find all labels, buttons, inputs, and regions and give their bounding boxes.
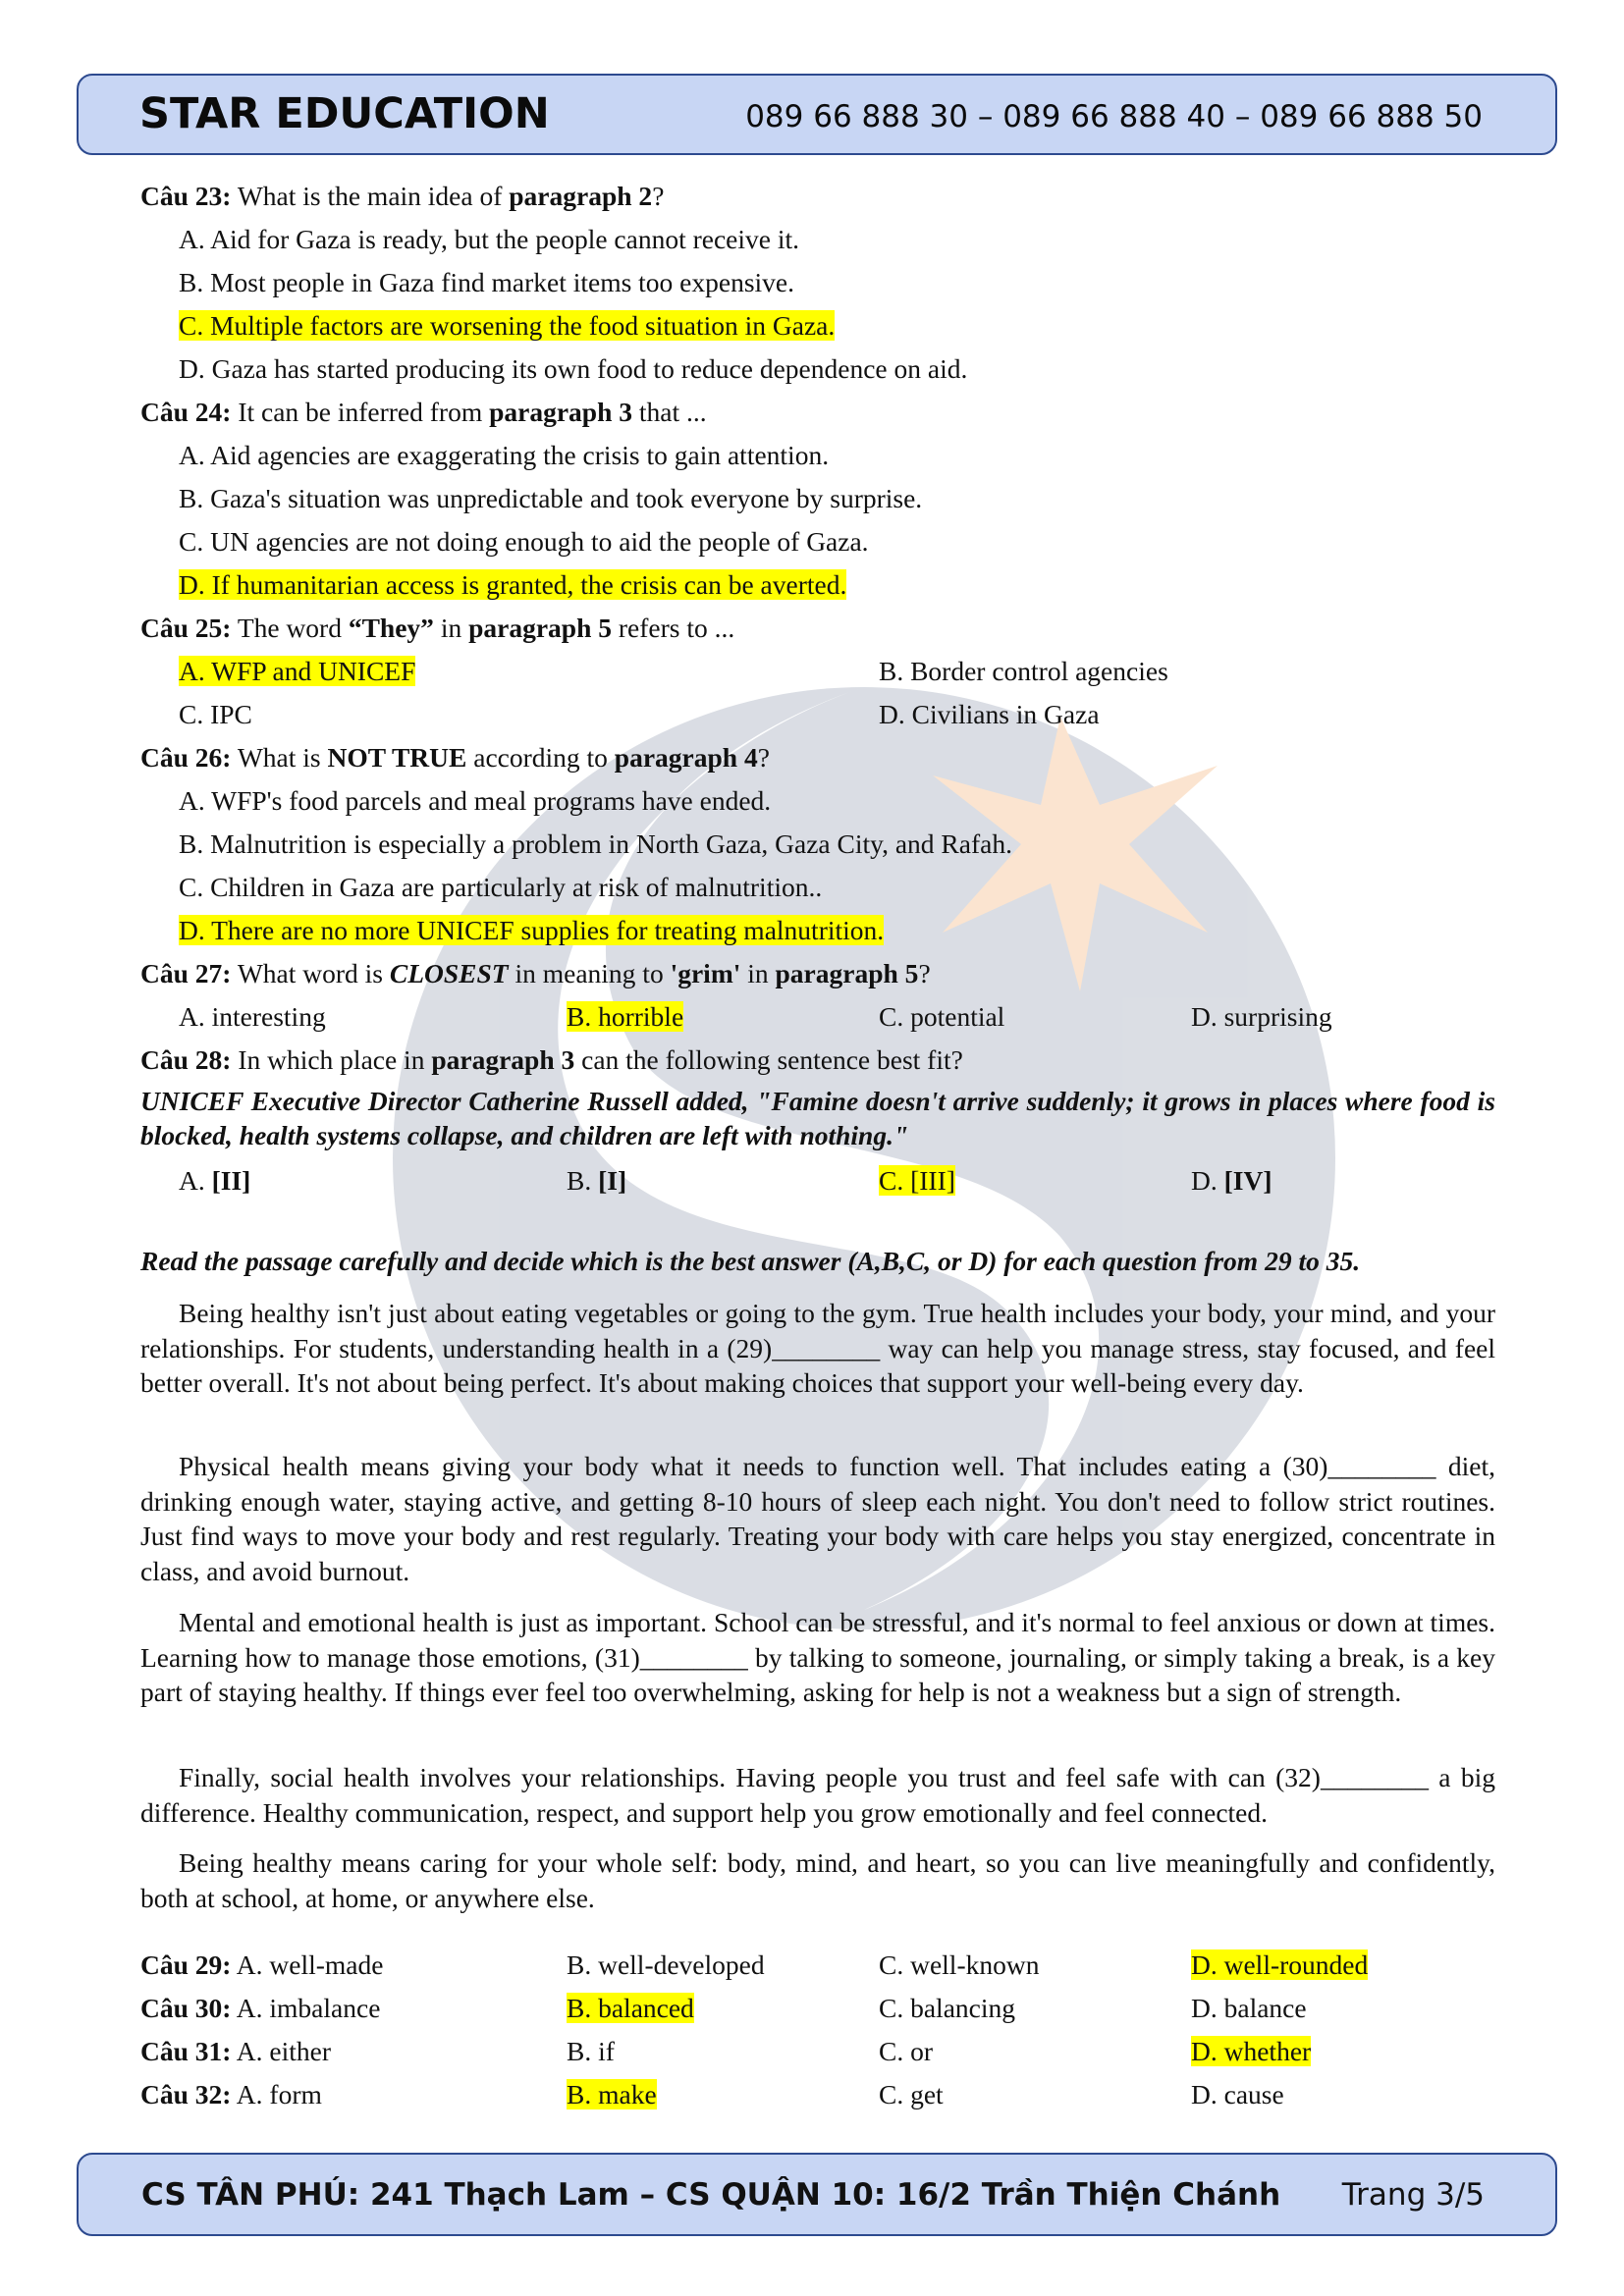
q32-option-b[interactable]: B. make (567, 2079, 657, 2109)
q32-option-a[interactable]: A. form (231, 2079, 322, 2109)
question-30: Câu 30: A. imbalance (140, 1993, 381, 2023)
q23-option-a[interactable]: A. Aid for Gaza is ready, but the people cannot receive it. (179, 224, 800, 254)
q25-option-b[interactable]: B. Border control agencies (879, 656, 1168, 686)
q26-option-c[interactable]: C. Children in Gaza are particularly at risk of malnutrition.. (179, 872, 823, 902)
passage-paragraph-3: Mental and emotional health is just as important. School can be stressful, and it's normal to feel anxious or down at times. Learning how to manage those emotions, (31)________ by talking to someone, journaling, or simply taking a break, is a key part of staying healthy. If things ever feel too overwhelming, asking for help is not a weakness but a sign of strength. (140, 1607, 1495, 1707)
page-number: Trang 3/5 (1341, 2177, 1485, 2213)
q26-option-a[interactable]: A. WFP's food parcels and meal programs have ended. (179, 785, 772, 816)
q23-option-b[interactable]: B. Most people in Gaza find market items too expensive. (179, 267, 795, 297)
phone-numbers: 089 66 888 30 – 089 66 888 40 – 089 66 888 50 (745, 99, 1483, 134)
q28-quote: UNICEF Executive Director Catherine Russell added, "Famine doesn't arrive suddenly; it grows in places where food is blocked, health systems collapse, and children are left with nothing." (140, 1086, 1495, 1150)
q27-option-d[interactable]: D. surprising (1191, 1001, 1332, 1032)
q30-option-c[interactable]: C. balancing (879, 1993, 1015, 2023)
q23-option-c[interactable]: C. Multiple factors are worsening the food situation in Gaza. (179, 310, 836, 341)
q29-option-b[interactable]: B. well-developed (567, 1949, 765, 1980)
q24-option-c[interactable]: C. UN agencies are not doing enough to aid the people of Gaza. (179, 526, 869, 557)
q29-option-c[interactable]: C. well-known (879, 1949, 1040, 1980)
question-28: Câu 28: In which place in paragraph 3 can the following sentence best fit? (140, 1044, 963, 1075)
q25-option-a[interactable]: A. WFP and UNICEF (179, 656, 416, 686)
passage-paragraph-1: Being healthy isn't just about eating vegetables or going to the gym. True health includes your body, your mind, and your relationships. For students, understanding health in a (29)________ way can help you manage stress, stay focused, and feel better overall. It's not about being perfect. It's about making choices that support your well-being every day. (140, 1298, 1495, 1398)
passage-paragraph-2: Physical health means giving your body what it needs to function well. That includes eating a (30)________ diet, drinking enough water, staying active, and getting 8-10 hours of sleep each night. You don't need to follow strict routines. Just find ways to move your body and rest regularly. Treating your body with care helps you stay energized, concentrate in class, and avoid burnout. (140, 1451, 1495, 1586)
question-26: Câu 26: What is NOT TRUE according to paragraph 4? (140, 742, 770, 773)
footer-banner (77, 2153, 1557, 2236)
q28-option-a[interactable]: A. [II] (179, 1165, 251, 1196)
passage-instructions: Read the passage carefully and decide which is the best answer (A,B,C, or D) for each question from 29 to 35. (140, 1246, 1361, 1276)
q30-option-a[interactable]: A. imbalance (231, 1993, 381, 2023)
q31-option-c[interactable]: C. or (879, 2036, 933, 2066)
q28-option-d[interactable]: D. [IV] (1191, 1165, 1272, 1196)
q28-option-b[interactable]: B. [I] (567, 1165, 627, 1196)
q24-option-a[interactable]: A. Aid agencies are exaggerating the crisis to gain attention. (179, 440, 830, 470)
q31-option-d[interactable]: D. whether (1191, 2036, 1312, 2066)
q29-option-a[interactable]: A. well-made (231, 1949, 384, 1980)
q32-option-d[interactable]: D. cause (1191, 2079, 1284, 2109)
passage-paragraph-4: Finally, social health involves your relationships. Having people you trust and feel safe with can (32)________ a big difference. Healthy communication, respect, and support help you grow emotionally and feel connected. (140, 1762, 1495, 1828)
q27-option-b[interactable]: B. horrible (567, 1001, 684, 1032)
q26-option-b[interactable]: B. Malnutrition is especially a problem in North Gaza, Gaza City, and Rafah. (179, 828, 1012, 859)
question-24: Câu 24: It can be inferred from paragraph 3 that ... (140, 397, 707, 427)
brand-name: STAR EDUCATION (139, 89, 550, 138)
q24-option-b[interactable]: B. Gaza's situation was unpredictable and took everyone by surprise. (179, 483, 923, 513)
question-23: Câu 23: What is the main idea of paragraph 2? (140, 181, 665, 211)
q27-option-a[interactable]: A. interesting (179, 1001, 326, 1032)
q30-option-d[interactable]: D. balance (1191, 1993, 1307, 2023)
q29-option-d[interactable]: D. well-rounded (1191, 1949, 1369, 1980)
question-25: Câu 25: The word “They” in paragraph 5 refers to ... (140, 613, 735, 643)
q31-option-a[interactable]: A. either (231, 2036, 332, 2066)
q23-option-d[interactable]: D. Gaza has started producing its own food to reduce dependence on aid. (179, 353, 968, 384)
q32-option-c[interactable]: C. get (879, 2079, 944, 2109)
question-31: Câu 31: A. either (140, 2036, 332, 2066)
question-27: Câu 27: What word is CLOSEST in meaning to 'grim' in paragraph 5? (140, 958, 931, 988)
q26-option-d[interactable]: D. There are no more UNICEF supplies for treating malnutrition. (179, 915, 885, 945)
q27-option-c[interactable]: C. potential (879, 1001, 1005, 1032)
q31-option-b[interactable]: B. if (567, 2036, 615, 2066)
q24-option-d[interactable]: D. If humanitarian access is granted, the crisis can be averted. (179, 569, 847, 600)
q25-option-d[interactable]: D. Civilians in Gaza (879, 699, 1100, 729)
question-29: Câu 29: A. well-made (140, 1949, 384, 1980)
passage-paragraph-5: Being healthy means caring for your whole self: body, mind, and heart, so you can live meaningfully and confidently, both at school, at home, or anywhere else. (140, 1847, 1495, 1913)
question-32: Câu 32: A. form (140, 2079, 322, 2109)
q25-option-c[interactable]: C. IPC (179, 699, 252, 729)
q30-option-b[interactable]: B. balanced (567, 1993, 694, 2023)
q28-option-c[interactable]: C. [III] (879, 1165, 955, 1196)
campus-address: CS TÂN PHÚ: 241 Thạch Lam – CS QUẬN 10: 16/2 Trần Thiện Chánh (141, 2177, 1281, 2213)
